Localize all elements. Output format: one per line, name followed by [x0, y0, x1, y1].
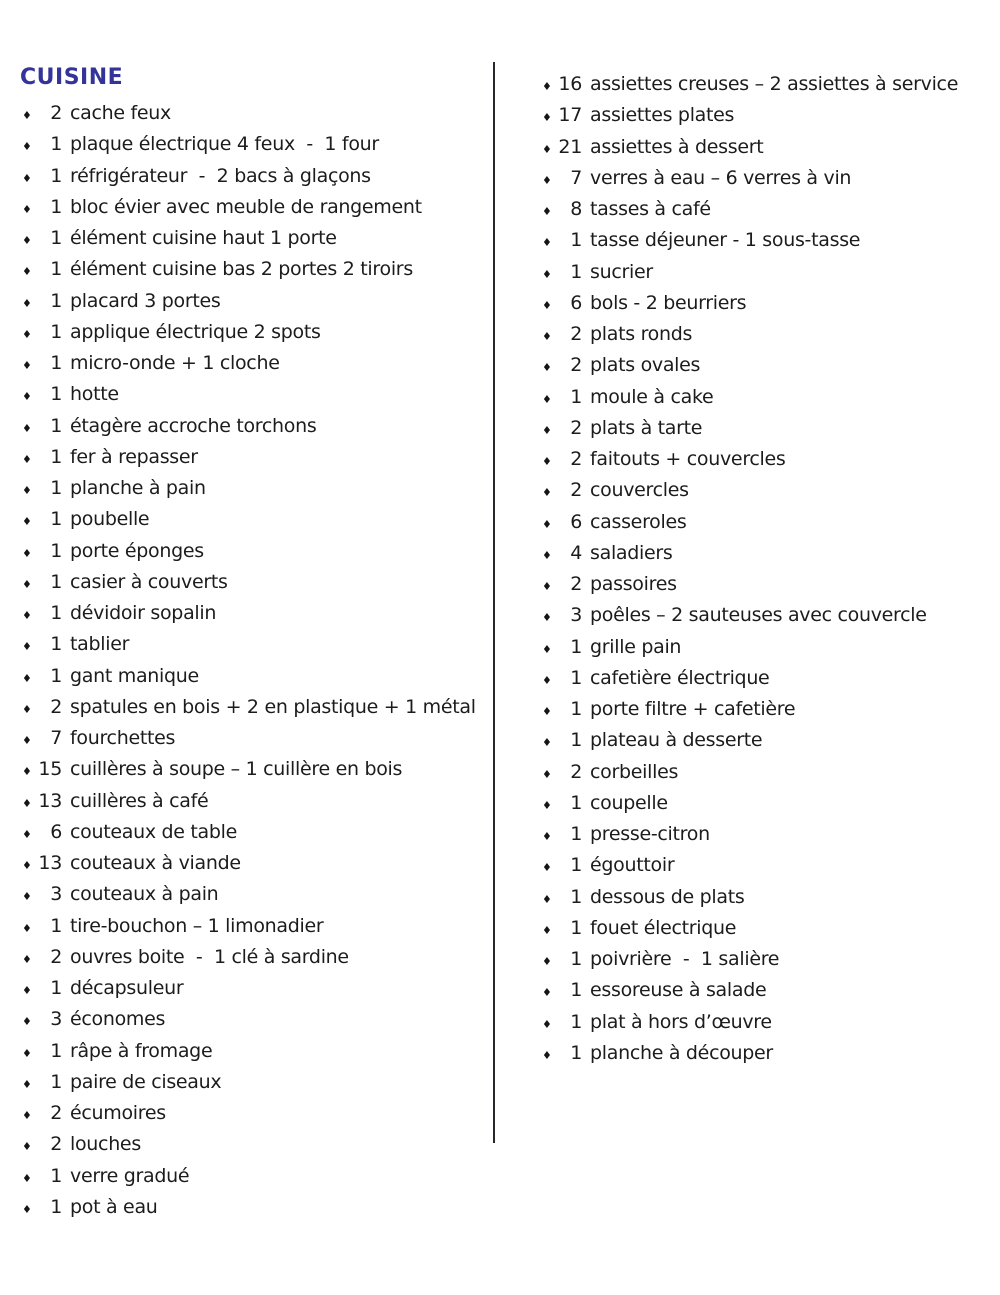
item-quantity: 1 [570, 260, 582, 283]
item-quantity: 21 [558, 135, 582, 158]
item-label: poivrière - 1 salière [590, 948, 780, 970]
list-item [20, 662, 490, 693]
bullet-diamond-icon: ♦ [22, 577, 32, 591]
item-label: réfrigérateur - 2 bacs à glaçons [70, 164, 371, 187]
item-quantity: 13 [38, 789, 62, 812]
item-label: spatules en bois + 2 en plastique + 1 métal [70, 695, 476, 718]
list-item [20, 818, 490, 849]
bullet-diamond-icon: ♦ [22, 984, 32, 997]
column-divider [493, 62, 495, 1143]
list-item [20, 568, 490, 599]
item-label: cuillères à soupe – 1 cuillère en bois [70, 758, 403, 781]
item-quantity: 1 [50, 320, 62, 343]
item-quantity: 7 [570, 166, 582, 189]
item-quantity: 4 [570, 541, 582, 564]
list-item [540, 383, 998, 414]
item-label: tasses à café [590, 198, 711, 220]
right-inventory-list [540, 70, 998, 1070]
item-label: élément cuisine haut 1 porte [70, 227, 337, 249]
bullet-diamond-icon: ♦ [22, 609, 32, 622]
bullet-diamond-icon: ♦ [22, 952, 32, 966]
item-quantity: 2 [50, 695, 62, 718]
list-item [540, 70, 998, 101]
list-item [20, 1005, 490, 1036]
bullet-diamond-icon: ♦ [542, 705, 552, 718]
bullet-diamond-icon: ♦ [22, 515, 32, 529]
item-label: grille pain [590, 635, 682, 658]
item-label: plats ovales [590, 354, 701, 377]
item-quantity: 3 [50, 883, 62, 906]
list-item [20, 630, 490, 661]
list-item [20, 849, 490, 880]
item-quantity: 1 [570, 229, 582, 252]
item-label: couteaux à pain [70, 883, 219, 906]
item-label: tablier [70, 633, 130, 656]
list-item [20, 318, 490, 349]
list-item [540, 1039, 998, 1070]
item-label: économes [70, 1008, 166, 1031]
list-item [540, 258, 998, 289]
item-label: couvercles [590, 479, 689, 502]
item-quantity: 1 [50, 445, 62, 468]
item-quantity: 1 [50, 164, 62, 187]
bullet-diamond-icon: ♦ [22, 921, 32, 935]
item-label: assiettes plates [590, 104, 735, 127]
item-label: paire de ciseaux [70, 1070, 222, 1093]
list-item [20, 443, 490, 474]
bullet-diamond-icon: ♦ [22, 265, 32, 279]
item-label: essoreuse à salade [590, 979, 767, 1002]
item-quantity: 1 [50, 133, 62, 156]
item-label: dévidoir sopalin [70, 602, 217, 624]
item-label: étagère accroche torchons [70, 414, 317, 437]
right-column [540, 70, 998, 1070]
bullet-diamond-icon: ♦ [22, 390, 32, 404]
bullet-diamond-icon: ♦ [542, 892, 552, 906]
item-quantity: 1 [50, 633, 62, 656]
item-quantity: 1 [50, 352, 62, 374]
bullet-diamond-icon: ♦ [22, 671, 32, 685]
list-item [540, 1008, 998, 1039]
bullet-diamond-icon: ♦ [22, 140, 32, 154]
item-label: faitouts + couvercles [590, 448, 786, 470]
bullet-diamond-icon: ♦ [22, 859, 32, 872]
item-label: élément cuisine bas 2 portes 2 tiroirs [70, 258, 413, 281]
item-quantity: 1 [50, 227, 62, 249]
list-item [20, 224, 490, 255]
list-item [20, 1068, 490, 1099]
item-quantity: 2 [570, 354, 582, 377]
item-quantity: 6 [570, 510, 582, 533]
list-item [540, 445, 998, 476]
list-item [20, 162, 490, 193]
bullet-diamond-icon: ♦ [542, 642, 552, 656]
item-label: écumoires [70, 1102, 166, 1124]
item-quantity: 1 [570, 979, 582, 1002]
list-item [540, 539, 998, 570]
item-quantity: 1 [570, 948, 582, 970]
bullet-diamond-icon: ♦ [22, 109, 32, 122]
item-label: couteaux de table [70, 820, 238, 843]
item-quantity: 1 [50, 195, 62, 218]
bullet-diamond-icon: ♦ [542, 1017, 552, 1031]
list-item [20, 1099, 490, 1130]
bullet-diamond-icon: ♦ [542, 486, 552, 500]
bullet-diamond-icon: ♦ [542, 173, 552, 187]
item-label: ouvres boite - 1 clé à sardine [70, 945, 349, 968]
list-item [540, 164, 998, 195]
list-item [540, 195, 998, 226]
list-item [540, 695, 998, 726]
list-item [540, 414, 998, 445]
item-quantity: 1 [570, 1041, 582, 1064]
item-quantity: 1 [570, 823, 582, 845]
bullet-diamond-icon: ♦ [542, 986, 552, 1000]
bullet-diamond-icon: ♦ [22, 890, 32, 904]
bullet-diamond-icon: ♦ [542, 611, 552, 625]
bullet-diamond-icon: ♦ [542, 923, 552, 937]
item-label: hotte [70, 383, 119, 406]
item-quantity: 2 [570, 416, 582, 439]
item-quantity: 1 [50, 1195, 62, 1218]
item-label: louches [70, 1133, 141, 1156]
bullet-diamond-icon: ♦ [542, 830, 552, 843]
bullet-diamond-icon: ♦ [542, 423, 552, 437]
list-item [540, 133, 998, 164]
list-item [540, 101, 998, 132]
bullet-diamond-icon: ♦ [542, 361, 552, 375]
bullet-diamond-icon: ♦ [22, 484, 32, 497]
item-quantity: 6 [570, 291, 582, 314]
item-label: râpe à fromage [70, 1039, 213, 1062]
list-item [540, 883, 998, 914]
item-label: cache feux [70, 102, 171, 124]
item-quantity: 1 [50, 570, 62, 593]
item-label: porte éponges [70, 539, 204, 562]
item-label: planche à découper [590, 1041, 773, 1064]
item-label: couteaux à viande [70, 852, 241, 874]
list-item [540, 726, 998, 757]
list-item [20, 599, 490, 630]
item-quantity: 1 [50, 508, 62, 531]
item-quantity: 1 [570, 854, 582, 877]
item-quantity: 17 [558, 104, 582, 127]
item-quantity: 16 [558, 73, 582, 95]
bullet-diamond-icon: ♦ [542, 548, 552, 562]
item-quantity: 1 [50, 414, 62, 437]
list-item [20, 912, 490, 943]
bullet-diamond-icon: ♦ [22, 827, 32, 841]
list-item [540, 320, 998, 351]
item-quantity: 1 [570, 729, 582, 752]
list-item [20, 505, 490, 536]
bullet-diamond-icon: ♦ [22, 765, 32, 779]
list-item [540, 633, 998, 664]
item-label: plateau à desserte [590, 729, 763, 752]
bullet-diamond-icon: ♦ [542, 736, 552, 750]
bullet-diamond-icon: ♦ [542, 455, 552, 468]
item-label: assiettes creuses – 2 assiettes à service [590, 73, 959, 95]
item-quantity: 1 [50, 602, 62, 624]
bullet-diamond-icon: ♦ [22, 171, 32, 185]
bullet-diamond-icon: ♦ [22, 452, 32, 466]
list-item [540, 508, 998, 539]
item-label: plaque électrique 4 feux - 1 four [70, 133, 379, 156]
list-item [20, 1130, 490, 1161]
item-label: gant manique [70, 664, 199, 687]
item-quantity: 1 [570, 666, 582, 689]
item-quantity: 1 [570, 1010, 582, 1033]
bullet-diamond-icon: ♦ [542, 330, 552, 343]
item-label: fourchettes [70, 727, 176, 749]
bullet-diamond-icon: ♦ [22, 640, 32, 654]
bullet-diamond-icon: ♦ [542, 111, 552, 125]
item-label: corbeilles [590, 760, 679, 783]
list-item [20, 755, 490, 786]
item-quantity: 2 [50, 102, 62, 124]
item-label: poubelle [70, 508, 150, 531]
item-quantity: 1 [570, 385, 582, 408]
list-item [540, 476, 998, 507]
list-item [20, 880, 490, 911]
item-label: cafetière électrique [590, 666, 770, 689]
item-label: placard 3 portes [70, 289, 221, 312]
item-label: plats ronds [590, 323, 693, 345]
list-item [540, 601, 998, 632]
item-quantity: 1 [570, 885, 582, 908]
item-quantity: 1 [50, 289, 62, 312]
item-label: verres à eau – 6 verres à vin [590, 166, 852, 189]
item-quantity: 1 [50, 664, 62, 687]
list-item [20, 130, 490, 161]
item-label: plat à hors d’œuvre [590, 1010, 772, 1033]
item-label: pot à eau [70, 1195, 158, 1218]
bullet-diamond-icon: ♦ [542, 298, 552, 312]
list-item [20, 1162, 490, 1193]
list-item [20, 380, 490, 411]
bullet-diamond-icon: ♦ [542, 517, 552, 531]
list-item [540, 758, 998, 789]
bullet-diamond-icon: ♦ [22, 327, 32, 341]
item-label: assiettes à dessert [590, 135, 764, 158]
page-title: CUISINE [20, 65, 124, 90]
list-item [540, 789, 998, 820]
bullet-diamond-icon: ♦ [542, 80, 552, 93]
bullet-diamond-icon: ♦ [22, 1046, 32, 1060]
bullet-diamond-icon: ♦ [542, 142, 552, 156]
list-item [540, 820, 998, 851]
bullet-diamond-icon: ♦ [542, 205, 552, 218]
item-label: sucrier [590, 260, 653, 283]
list-item [20, 724, 490, 755]
item-label: tire-bouchon – 1 limonadier [70, 914, 324, 937]
bullet-diamond-icon: ♦ [22, 1015, 32, 1029]
item-label: bols - 2 beurriers [590, 291, 747, 314]
bullet-diamond-icon: ♦ [542, 798, 552, 812]
item-label: fouet électrique [590, 916, 737, 939]
item-label: porte filtre + cafetière [590, 698, 796, 720]
item-label: presse-citron [590, 823, 710, 845]
item-quantity: 1 [50, 1039, 62, 1062]
item-quantity: 1 [570, 791, 582, 814]
list-item [540, 914, 998, 945]
item-label: verre gradué [70, 1164, 190, 1187]
item-label: poêles – 2 sauteuses avec couvercle [590, 604, 927, 627]
item-label: planche à pain [70, 477, 206, 499]
bullet-diamond-icon: ♦ [22, 296, 32, 310]
item-label: applique électrique 2 spots [70, 320, 321, 343]
item-quantity: 6 [50, 820, 62, 843]
bullet-diamond-icon: ♦ [542, 580, 552, 593]
list-item [20, 349, 490, 380]
item-quantity: 2 [50, 1133, 62, 1156]
bullet-diamond-icon: ♦ [542, 1048, 552, 1062]
item-quantity: 2 [570, 479, 582, 502]
item-label: égouttoir [590, 854, 675, 877]
bullet-diamond-icon: ♦ [542, 673, 552, 687]
item-quantity: 3 [570, 604, 582, 627]
item-quantity: 1 [50, 1070, 62, 1093]
item-quantity: 1 [50, 1164, 62, 1187]
bullet-diamond-icon: ♦ [542, 267, 552, 281]
bullet-diamond-icon: ♦ [22, 796, 32, 810]
item-label: plats à tarte [590, 416, 703, 439]
item-label: tasse déjeuner - 1 sous-tasse [590, 229, 861, 252]
item-label: bloc évier avec meuble de rangement [70, 195, 422, 218]
item-label: casseroles [590, 510, 687, 533]
item-quantity: 2 [50, 945, 62, 968]
bullet-diamond-icon: ♦ [22, 202, 32, 216]
left-inventory-list [20, 99, 490, 1224]
bullet-diamond-icon: ♦ [22, 702, 32, 716]
item-quantity: 1 [50, 258, 62, 281]
item-label: cuillères à café [70, 789, 209, 812]
bullet-diamond-icon: ♦ [22, 421, 32, 435]
list-item [20, 412, 490, 443]
bullet-diamond-icon: ♦ [22, 1077, 32, 1091]
item-label: moule à cake [590, 385, 714, 408]
item-quantity: 3 [50, 1008, 62, 1031]
bullet-diamond-icon: ♦ [542, 955, 552, 968]
bullet-diamond-icon: ♦ [542, 236, 552, 250]
list-item [20, 1037, 490, 1068]
bullet-diamond-icon: ♦ [22, 1202, 32, 1216]
item-quantity: 2 [50, 1102, 62, 1124]
list-item [20, 193, 490, 224]
item-label: décapsuleur [70, 977, 184, 999]
list-item [20, 99, 490, 130]
bullet-diamond-icon: ♦ [22, 234, 32, 247]
item-label: passoires [590, 573, 677, 595]
item-quantity: 1 [570, 635, 582, 658]
item-quantity: 2 [570, 323, 582, 345]
list-item [20, 474, 490, 505]
list-item [20, 255, 490, 286]
item-quantity: 15 [38, 758, 62, 781]
item-quantity: 8 [570, 198, 582, 220]
bullet-diamond-icon: ♦ [542, 861, 552, 875]
item-quantity: 2 [570, 573, 582, 595]
list-item [20, 693, 490, 724]
list-item [540, 351, 998, 382]
item-label: dessous de plats [590, 885, 745, 908]
item-quantity: 2 [570, 448, 582, 470]
list-item [540, 664, 998, 695]
item-quantity: 1 [570, 698, 582, 720]
bullet-diamond-icon: ♦ [22, 734, 32, 747]
list-item [540, 570, 998, 601]
item-quantity: 1 [50, 914, 62, 937]
item-quantity: 13 [38, 852, 62, 874]
item-label: coupelle [590, 791, 668, 814]
list-item [20, 537, 490, 568]
list-item [540, 289, 998, 320]
bullet-diamond-icon: ♦ [22, 1171, 32, 1185]
item-quantity: 1 [50, 539, 62, 562]
item-label: casier à couverts [70, 570, 228, 593]
bullet-diamond-icon: ♦ [22, 1140, 32, 1154]
list-item [20, 1193, 490, 1224]
bullet-diamond-icon: ♦ [22, 359, 32, 372]
item-quantity: 1 [50, 383, 62, 406]
bullet-diamond-icon: ♦ [22, 1109, 32, 1122]
bullet-diamond-icon: ♦ [542, 767, 552, 781]
item-quantity: 2 [570, 760, 582, 783]
list-item [20, 943, 490, 974]
list-item [540, 945, 998, 976]
bullet-diamond-icon: ♦ [22, 546, 32, 560]
item-label: saladiers [590, 541, 673, 564]
item-quantity: 1 [50, 477, 62, 499]
item-label: micro-onde + 1 cloche [70, 352, 280, 374]
item-quantity: 1 [570, 916, 582, 939]
item-quantity: 7 [50, 727, 62, 749]
left-column [20, 64, 490, 1224]
list-item [20, 287, 490, 318]
list-item [540, 226, 998, 257]
list-item [540, 851, 998, 882]
list-item [20, 787, 490, 818]
item-quantity: 1 [50, 977, 62, 999]
list-item [540, 976, 998, 1007]
list-item [20, 974, 490, 1005]
item-label: fer à repasser [70, 445, 198, 468]
bullet-diamond-icon: ♦ [542, 392, 552, 406]
